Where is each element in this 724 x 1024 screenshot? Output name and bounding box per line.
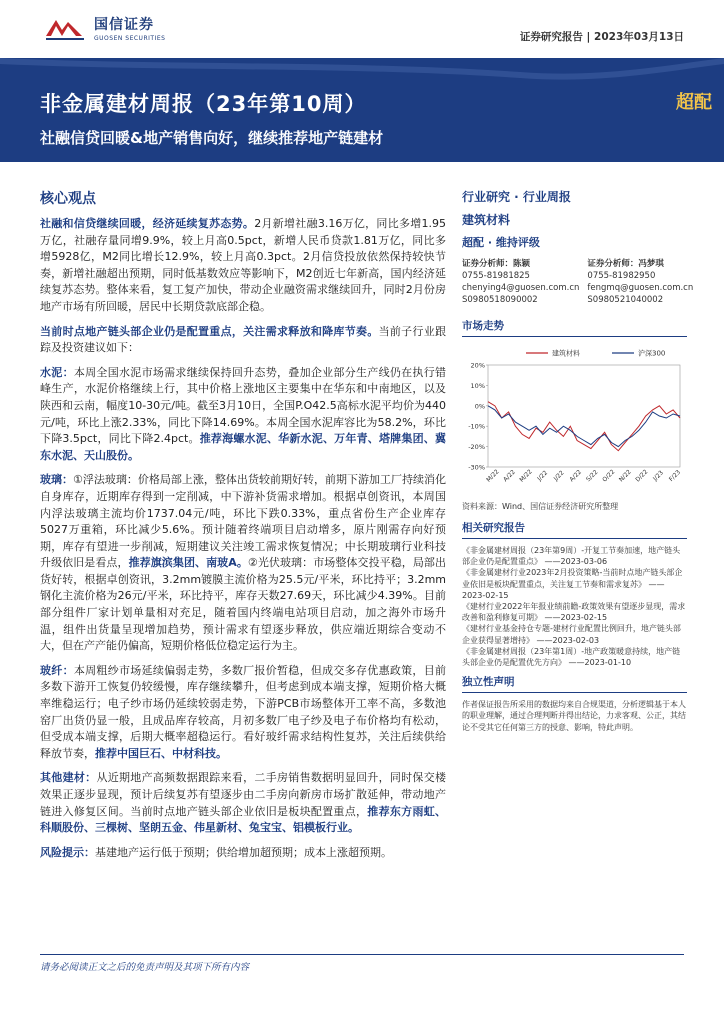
section-title: 核心观点 xyxy=(40,191,96,207)
y-tick-label: 20% xyxy=(470,361,485,370)
legend-label: 建筑材料 xyxy=(552,349,580,358)
y-tick-label: 0% xyxy=(474,402,485,411)
report-category: 行业研究 · 行业周报 xyxy=(462,190,571,204)
chart-source: 资料来源：Wind、国信证券经济研究所整理 xyxy=(462,502,619,511)
related-title: 相关研究报告 xyxy=(462,520,687,539)
y-tick-label: -30% xyxy=(468,463,485,472)
related-reports xyxy=(462,545,687,668)
industry-rating: 超配 · 维持评级 xyxy=(462,236,540,249)
para-allocation: 当前时点地产链头部企业仍是配置重点，关注需求释放和降库节奏。当前子行业跟踪及投资建议如下： xyxy=(40,324,447,355)
x-tick-label: F/23 xyxy=(667,468,683,484)
y-tick-label: -10% xyxy=(468,422,485,431)
plot-frame xyxy=(488,365,680,467)
market-trend-chart xyxy=(462,343,687,493)
x-tick-label: J/22 xyxy=(536,469,550,483)
related-report[interactable]: 《建材行业基金持仓专题-建材行业配置比例回升，地产链头部企业获得显著增持》 ——2023-02-03 xyxy=(462,624,681,645)
rating-badge: 超配 xyxy=(676,92,712,113)
logo xyxy=(42,12,165,44)
sidebar xyxy=(462,188,694,733)
para-glass: 玻璃：①浮法玻璃：价格局部上涨，整体出货较前期好转，前期下游加工厂持续消化自身库存，近期库存得到一定削减，中下游补货需求增加。根据卓创资讯，本周国内浮法玻璃主流均价1737.04元/吨，环比下跌0.33%，重点省份生产企业库存5027万重箱，环比减少5.6%。预计随着终端项目启动增多，原片刚需存向好预期，库存有望进一步削减，短期建议关注竣工需求恢复情况；中长期玻璃行业科技升级依旧是看点，推荐旗滨集团、南玻A。②光伏玻璃：市场整体交投平稳，局部出货好转，根据卓创资讯，3.2mm镀膜主流价格为25.5元/平米，环比持平；3.2mm钢化主流价格为26元/平米，环比持平，库存天数27.69天，环比减少4.39%。目前部分组件厂家计划单量相对充足，随着国内终端电站项目启动，加之海外市场升温，组件出货量呈现增加趋势，预计需求有望逐步释放，供应端近期综合变动不大，但在产产能仍偏高，短期价格低位稳定运行为主。 xyxy=(40,473,447,653)
report-title: 非金属建材周报（23年第10周） xyxy=(40,92,367,116)
y-tick-label: -20% xyxy=(468,443,485,452)
x-tick-label: D/22 xyxy=(634,468,650,484)
series-line xyxy=(488,406,680,447)
x-tick-label: J/23 xyxy=(651,469,665,483)
related-report[interactable]: 《非金属建材周报（23年第9周）-开复工节奏加速，地产链头部企业仍是配置重点》 ——2023-03-06 xyxy=(462,546,681,567)
independence-title: 独立性声明 xyxy=(462,674,687,693)
core-views xyxy=(40,188,446,869)
x-tick-label: M/22 xyxy=(485,468,501,484)
page-header xyxy=(0,0,724,58)
analyst-feng: 证券分析师：冯梦琪 0755-81982950 fengmq@guosen.com.cn S0980521040002 xyxy=(587,259,694,305)
analyst-chen: 证券分析师：陈颖 0755-81981825 chenying4@guosen.com.cn S0980518090002 xyxy=(462,259,580,305)
para-social-financing: 社融和信贷继续回暖，经济延续复苏态势。2月新增社融3.16万亿，同比多增1.95万亿，社融存量同增9.9%，较上月高0.5pct，新增人民币贷款1.81万亿，同比多增5928亿，M2同比增长12.9%，较上月高0.3pct。2月信贷投放依然保持较快节奏，新增社融超出预期，同时低基数效应等影响下，M2创近七年新高，国内经济延续复苏态势。整体来看，复工复产加快，带动企业融资需求继续回升，同时2月份房地产市场有所回暖，居民中长期贷款底部企稳。 xyxy=(40,217,447,313)
para-cement: 水泥：本周全国水泥市场需求继续保持回升态势，叠加企业部分生产线仍在执行错峰生产，水泥价格继续上行，其中价格上涨地区主要集中在华东和中南地区，以及陕西和云南，幅度10-30元/吨。截至3月10日，全国P.O42.5高标水泥平均价为440元/吨，环比上涨2.33%，同比下降14.69%。本周全国水泥库容比为58.2%，环比下降3.5pct，同比下降2.4pct。推荐海螺水泥、华新水泥、万年青、塔牌集团、冀东水泥、天山股份。 xyxy=(40,365,446,462)
logo-cn: 国信证券 xyxy=(94,17,154,33)
title-banner xyxy=(0,58,724,162)
x-tick-label: J/22 xyxy=(552,469,566,483)
series-line xyxy=(488,402,680,451)
legend-label: 沪深300 xyxy=(638,349,666,358)
x-tick-label: M/22 xyxy=(518,468,534,484)
logo-en: GUOSEN SECURITIES xyxy=(94,35,166,42)
related-report[interactable]: 《建材行业2022年年报业绩前瞻-政策效果有望逐步显现，需求改善和盈利修复可期》 ——2023-02-15 xyxy=(462,602,686,623)
x-tick-label: S/22 xyxy=(584,468,600,484)
report-subtitle: 社融信贷回暖&地产销售向好，继续推荐地产链建材 xyxy=(40,129,384,147)
y-tick-label: 10% xyxy=(470,381,485,390)
footer-disclaimer: 请务必阅读正文之后的免责声明及其项下所有内容 xyxy=(40,954,684,973)
related-report[interactable]: 《非金属建材周报（23年第1周）-地产政策暖意持续，地产链头部企业仍是配置优先方向》 ——2023-01-10 xyxy=(462,646,681,668)
x-tick-label: N/22 xyxy=(617,468,633,484)
related-report[interactable]: 《非金属建材行业2023年2月投资策略-当前时点地产链头部企业依旧是板块配置重点，关注复工节奏和需求复苏》 ——2023-02-15 xyxy=(462,568,683,600)
x-tick-label: O/22 xyxy=(601,468,617,484)
para-other: 其他建材：从近期地产高频数据跟踪来看，二手房销售数据明显回升，同时保交楼效果正逐步显现，预计后续复苏有望逐步由二手房向新房市场扩散延伸，带动地产链进入修复区间。当前时点地产链头部企业依旧是板块配置重点，推荐东方雨虹、科顺股份、三棵树、坚朗五金、伟星新材、兔宝宝、铝模板行业。 xyxy=(40,771,447,835)
industry-name: 建筑材料 xyxy=(462,213,511,227)
para-risk: 风险提示：基建地产运行低于预期；供给增加超预期；成本上涨超预期。 xyxy=(40,845,392,859)
analysts xyxy=(462,258,694,306)
para-fiberglass: 玻纤：本周粗纱市场延续偏弱走势，多数厂报价暂稳，但成交多存优惠政策，目前多数下游开工恢复仍较缓慢，库存继续攀升，但考虑到成本端支撑，短期价格大概率维稳运行；电子纱市场仍延续较弱走势，下游PCB市场整体开工率不高，多数池窑厂出货仍显一般，且成品库存较高，月初多数厂电子纱及电子布价格均有松动，但受成本端支撑，后期大概率超稳运行。看好玻纤需求结构性复苏，关注后续供给释放节奏，推荐中国巨石、中材科技。 xyxy=(40,663,446,760)
x-tick-label: A/22 xyxy=(568,468,584,484)
independence-text: 作者保证报告所采用的数据均来自合规渠道，分析逻辑基于本人的职业理解，通过合理判断并得出结论，力求客观、公正，其结论不受其它任何第三方的授意、影响，特此声明。 xyxy=(462,700,686,732)
guosen-logo-icon xyxy=(42,12,88,44)
trend-title: 市场走势 xyxy=(462,318,687,337)
report-meta: 证券研究报告 | 2023年03月13日 xyxy=(519,31,684,43)
x-tick-label: A/22 xyxy=(502,468,517,484)
